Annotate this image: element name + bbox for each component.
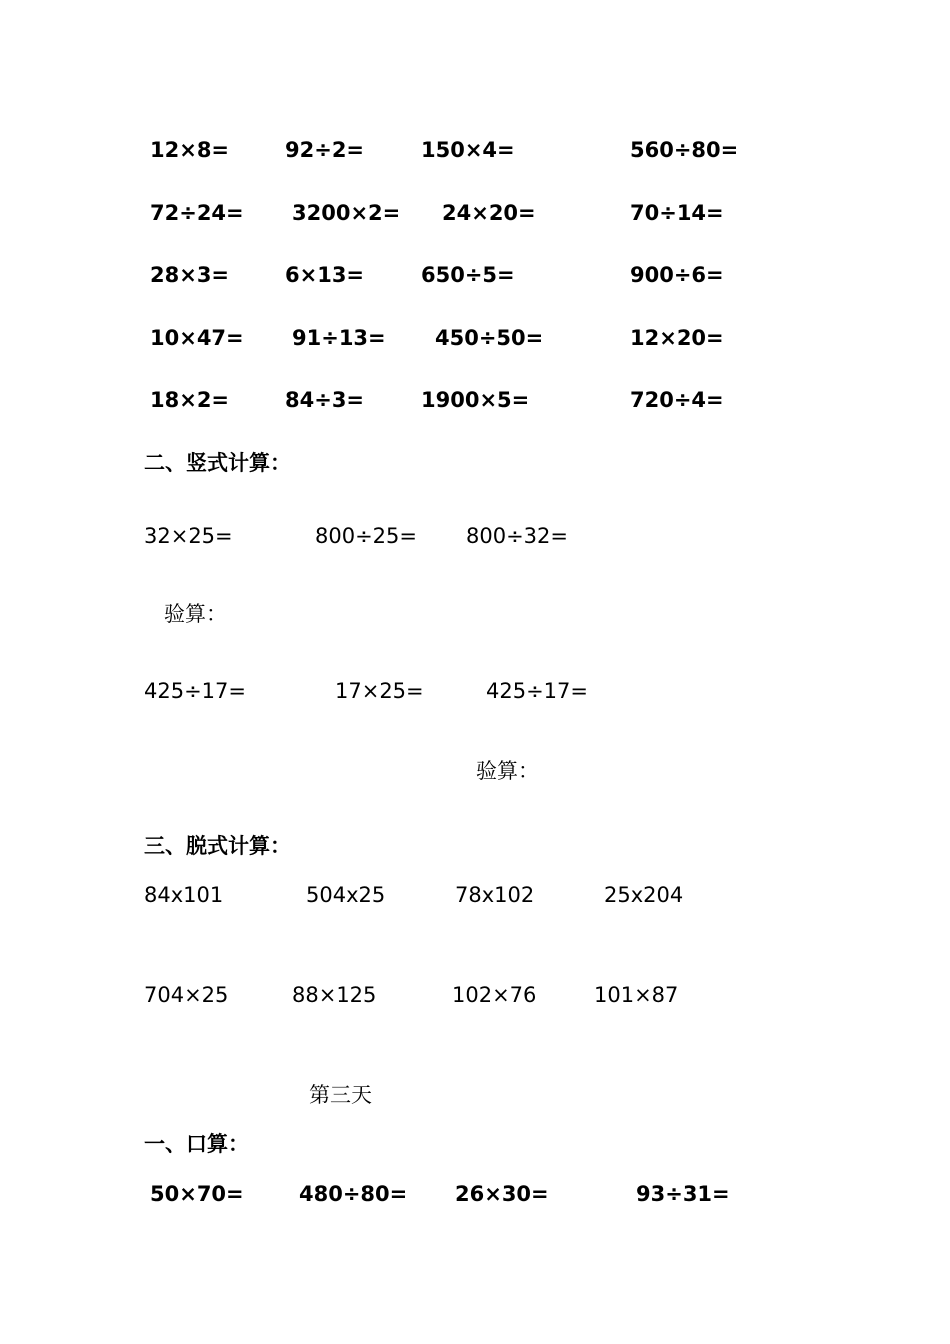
problem: 1900×5= [421,388,530,412]
problem: 720÷4= [630,388,724,412]
section-heading: 三、脱式计算： [144,834,291,858]
problem: 88×125 [292,983,377,1007]
problem: 32×25= [144,524,233,548]
day-title: 第三天 [309,1083,372,1107]
problem: 78x102 [455,883,535,907]
problem: 704×25 [144,983,229,1007]
problem: 91÷13= [292,326,386,350]
problem: 10×47= [150,326,244,350]
problem: 6×13= [285,263,365,287]
problem: 84÷3= [285,388,365,412]
problem: 72÷24= [150,201,244,225]
problem: 18×2= [150,388,230,412]
problem: 12×20= [630,326,724,350]
problem: 504x25 [306,883,386,907]
problem: 17×25= [335,679,424,703]
problem: 28×3= [150,263,230,287]
problem: 650÷5= [421,263,515,287]
problem: 800÷32= [466,524,568,548]
problem: 800÷25= [315,524,417,548]
problem: 480÷80= [299,1182,408,1206]
problem: 450÷50= [435,326,544,350]
section-heading: 二、竖式计算： [144,451,291,475]
problem: 150×4= [421,138,515,162]
problem: 425÷17= [144,679,246,703]
problem: 102×76 [452,983,537,1007]
problem: 70÷14= [630,201,724,225]
problem: 900÷6= [630,263,724,287]
problem: 92÷2= [285,138,365,162]
problem: 560÷80= [630,138,739,162]
problem: 25x204 [604,883,684,907]
problem: 50×70= [150,1182,244,1206]
problem: 425÷17= [486,679,588,703]
problem: 24×20= [442,201,536,225]
problem: 3200×2= [292,201,401,225]
problem: 12×8= [150,138,230,162]
problem: 84x101 [144,883,224,907]
problem: 101×87 [594,983,679,1007]
problem: 93÷31= [636,1182,730,1206]
check-label: 验算： [164,602,227,626]
check-label: 验算： [476,759,539,783]
section-heading: 一、口算： [144,1132,249,1156]
problem: 26×30= [455,1182,549,1206]
